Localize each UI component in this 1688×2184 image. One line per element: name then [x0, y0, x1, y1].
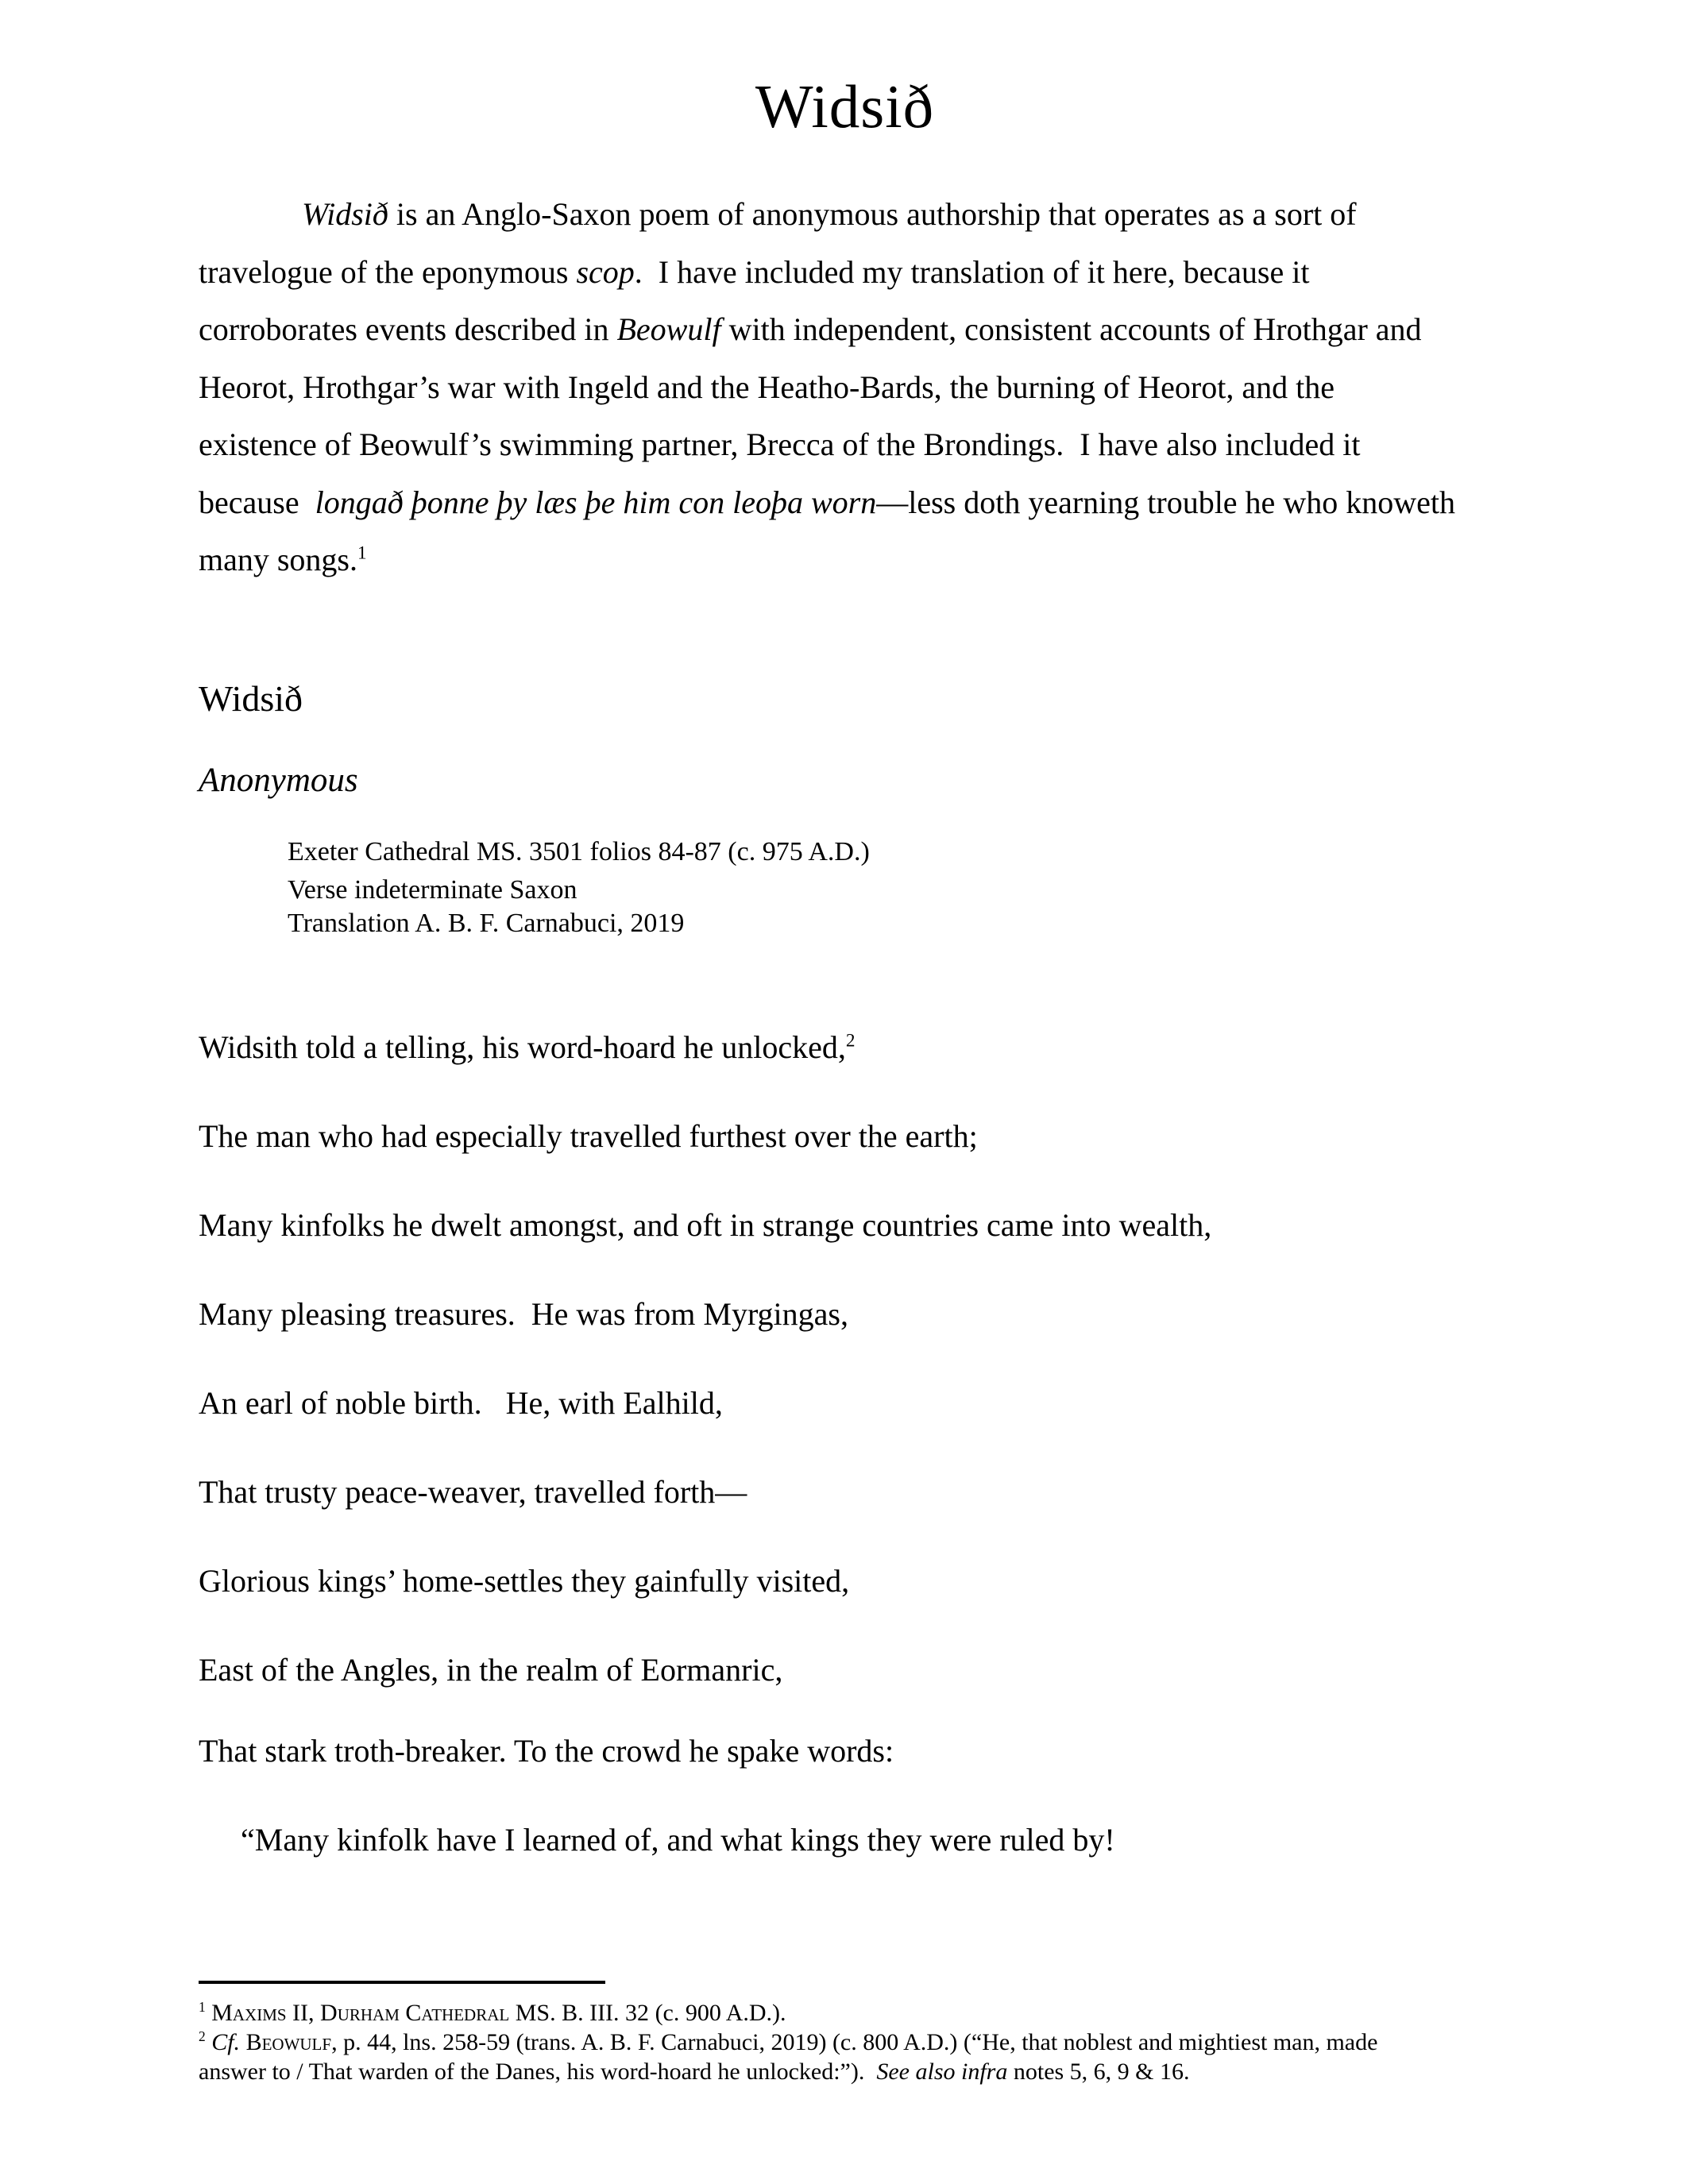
poem-line [199, 1296, 1491, 1333]
text-segment: Maxims II, Durham Cathedral MS. B. III. 32 [211, 1999, 650, 2026]
footnote-reference: 1 [199, 1998, 206, 2015]
text-segment: , p. 44, lns. 258-59 (trans. A. B. F. Carnabuci, 2019) (c. 800 A.D.) (“He, that noblest and mightiest man, made [331, 2028, 1378, 2055]
text-segment: because [199, 484, 315, 520]
text-segment: Heorot, Hrothgar’s war with Ingeld and the Heatho-Bards, the burning of Heorot, and the [199, 369, 1335, 405]
footnote-separator [199, 1981, 605, 1984]
footnote-line [199, 1998, 1491, 2028]
intro-line [199, 531, 1491, 589]
footnote-reference: 1 [357, 542, 367, 564]
text-segment: “Many kinfolk have I learned of, and what kings they were ruled by! [241, 1821, 1115, 1858]
text-segment: answer to / That warden of the Danes, his word-hoard he unlocked:”). [199, 2058, 877, 2085]
text-segment: (c. 900 A.D.). [649, 1999, 786, 2026]
text-segment: —less doth yearning trouble he who knoweth [876, 484, 1455, 520]
intro-line [199, 359, 1491, 417]
text-segment: Many pleasing treasures. He was from Myrgingas, [199, 1295, 848, 1332]
text-segment: notes 5, 6, 9 & 16. [1007, 2058, 1190, 2085]
poem-line [199, 1733, 1491, 1769]
translation-credit: Translation A. B. F. Carnabuci, 2019 [288, 908, 685, 938]
text-segment: scop [576, 253, 635, 290]
poem-line [199, 1474, 1491, 1511]
text-segment: is an Anglo-Saxon poem of anonymous authorship that operates as a sort of [388, 196, 1357, 232]
footnotes [199, 1998, 1491, 2086]
text-segment: Widsið [302, 196, 388, 232]
intro-line [199, 474, 1491, 532]
text-segment: many songs. [199, 542, 357, 577]
text-segment: . I have included my translation of it here, because it [634, 253, 1310, 290]
manuscript-source: Exeter Cathedral MS. 3501 folios 84-87 (c. 975 A.D.) [288, 836, 870, 866]
poem-body [199, 1029, 1491, 1858]
poem-line [199, 1118, 1491, 1155]
text-segment: Glorious kings’ home-settles they gainfully visited, [199, 1562, 850, 1599]
text-segment: Beowulf [616, 311, 721, 347]
intro-line [199, 244, 1491, 302]
text-segment: That trusty peace-weaver, travelled forth— [199, 1473, 747, 1510]
poem-meta [288, 874, 1491, 940]
footnote-line [199, 2057, 1491, 2086]
poem-section-title: Widsið [199, 677, 303, 719]
text-segment: longað þonne þy læs þe him con leoþa worn [315, 484, 877, 520]
text-segment: East of the Angles, in the realm of Eormanric, [199, 1651, 783, 1688]
text-segment: Beowulf [245, 2028, 332, 2055]
poem-line [199, 1207, 1491, 1244]
poem-author: Anonymous [199, 761, 358, 799]
footnote-reference: 2 [199, 2028, 206, 2044]
text-segment: existence of Beowulf’s swimming partner, Brecca of the Brondings. I have also included it [199, 426, 1361, 462]
text-segment: travelogue of the eponymous [199, 253, 577, 290]
intro-line [199, 301, 1491, 359]
text-segment: corroborates events described in [199, 311, 617, 347]
text-segment: That stark troth-breaker. To the crowd he spake words: [199, 1732, 894, 1769]
poem-line [199, 1652, 1491, 1688]
footnote-line [199, 2028, 1491, 2057]
text-segment: Many kinfolks he dwelt amongst, and oft in strange countries came into wealth, [199, 1206, 1212, 1243]
poem-line [199, 1822, 1491, 1858]
poem-line [199, 1563, 1491, 1599]
footnote-reference: 2 [845, 1030, 856, 1051]
text-segment: Widsith told a telling, his word-hoard he unlocked, [199, 1028, 846, 1065]
text-segment: with independent, consistent accounts of Hrothgar and [720, 311, 1422, 347]
intro-line [199, 416, 1491, 474]
text-segment: An earl of noble birth. He, with Ealhild, [199, 1384, 723, 1421]
intro-paragraph [199, 186, 1491, 589]
text-segment [240, 2029, 246, 2055]
verse-form: Verse indeterminate Saxon [288, 874, 577, 905]
poem-line [199, 1385, 1491, 1422]
text-segment: The man who had especially travelled furthest over the earth; [199, 1117, 978, 1154]
text-segment: See also infra [876, 2058, 1008, 2085]
text-segment: Cf. [211, 2028, 241, 2055]
poem-line [199, 1029, 1491, 1066]
document-title: Widsið [755, 72, 935, 141]
intro-line [199, 186, 1491, 244]
